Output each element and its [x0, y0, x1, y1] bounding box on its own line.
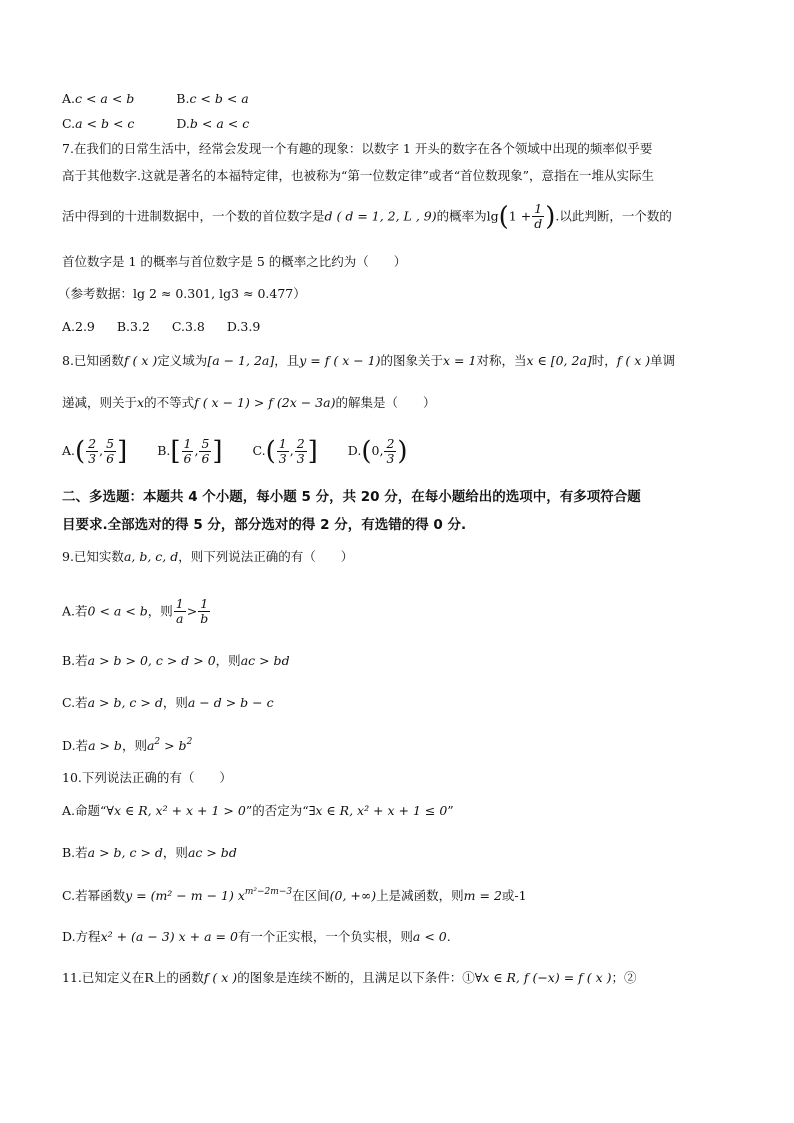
q9-stem: 9.已知实数a, b, c, d，则下列说法正确的有（ ） [62, 549, 354, 564]
q8-option-d: D.(0, $\frac{2}{3}$ ) [347, 436, 408, 467]
q6-option-a: A.c < a < b [62, 91, 135, 106]
q10-option-c: C.若幂函数y = (m² − m − 1) $x^{m^2-2m-3}$在区间(0, +∞)上是减函数，则m = 2或-1 [62, 887, 527, 903]
q8-line-2: 递减，则关于x的不等式f ( x − 1) > f (2x − 3a)的解集是（ ） [62, 395, 436, 410]
section-2-heading-line-1: 二、多选题：本题共 4 个小题，每小题 5 分，共 20 分，在每小题给出的选项中，有多项符合题 [62, 489, 641, 505]
q6-option-d: D.b < a < c [176, 116, 250, 131]
q6-option-c: C.a < b < c [62, 116, 135, 131]
q9-option-d: D.若a > b，则$a^2 > b^2$ [62, 737, 193, 753]
q8-option-b: B.[ $\frac{1}{6}$ , $\frac{5}{6}$ ] [157, 436, 223, 467]
q10-stem: 10.下列说法正确的有（ ） [62, 770, 232, 785]
q6-options-row-1 [62, 93, 249, 106]
q7-line-4: 首位数字是 1 的概率与首位数字是 5 的概率之比约为（ ） [62, 254, 407, 269]
q8-line-1: 8.已知函数f ( x )定义域为[a − 1, 2a]，且y = f ( x − 1)的图象关于x = 1对称，当x ∈ [0, 2a]时，f ( x )单调 [62, 353, 676, 368]
q7-line-1: 7.在我们的日常生活中，经常会发现一个有趣的现象：以数字 1 开头的数字在各个领域中出现的频率似乎要 [62, 141, 653, 156]
q9-option-b: B.若a > b > 0, c > d > 0，则ac > bd [62, 653, 290, 668]
q7-line-2: 高于其他数字.这就是著名的本福特定律，也被称为“第一位数定律”或者“首位数现象”，意指在一堆从实际生 [62, 168, 655, 183]
q9-option-a: A.若0 < a < b，则 $\frac{1}{a}$ > $\frac{1}{b}$ [62, 596, 209, 627]
q7-options [62, 321, 278, 334]
q7-option-c: C.3.8 [171, 319, 205, 334]
q8-option-c: C.( $\frac{1}{3}$ , $\frac{2}{3}$ ] [252, 436, 318, 467]
q7-reference-data: （参考数据：lg 2 ≈ 0.301, lg3 ≈ 0.477） [58, 286, 306, 301]
q7-fraction: $\frac{1}{d}$ [534, 201, 543, 232]
q10-option-b: B.若a > b, c > d，则ac > bd [62, 845, 237, 860]
q6-option-b: B.c < b < a [176, 91, 249, 106]
q6-options-row-2 [62, 118, 249, 131]
q7-line-3: 活中得到的十进制数据中，一个数的首位数字是d ( d = 1, 2, L , 9)的概率为lg(1 + $\frac{1}{d}$ ).以此判断，一个数的 [62, 201, 672, 232]
q11-stem: 11.已知定义在R上的函数f ( x )的图象是连续不断的，且满足以下条件：①∀x ∈ R, f (−x) = f ( x )；② [62, 970, 637, 985]
q8-options [62, 437, 408, 467]
q9-option-c: C.若a > b, c > d，则a − d > b − c [62, 695, 274, 710]
q7-option-b: B.3.2 [116, 319, 150, 334]
q10-option-a: A.命题“∀x ∈ R, x² + x + 1 > 0”的否定为“∃x ∈ R, x² + x + 1 ≤ 0” [62, 803, 454, 818]
q7-option-a: A.2.9 [62, 319, 95, 334]
q8-option-a: A.( $\frac{2}{3}$ , $\frac{5}{6}$ ] [62, 436, 128, 467]
q10-option-d: D.方程x² + (a − 3) x + a = 0有一个正实根，一个负实根，则a < 0. [62, 929, 451, 944]
section-2-heading-line-2: 目要求.全部选对的得 5 分，部分选对的得 2 分，有选错的得 0 分. [62, 517, 467, 533]
q7-option-d: D.3.9 [226, 319, 261, 334]
